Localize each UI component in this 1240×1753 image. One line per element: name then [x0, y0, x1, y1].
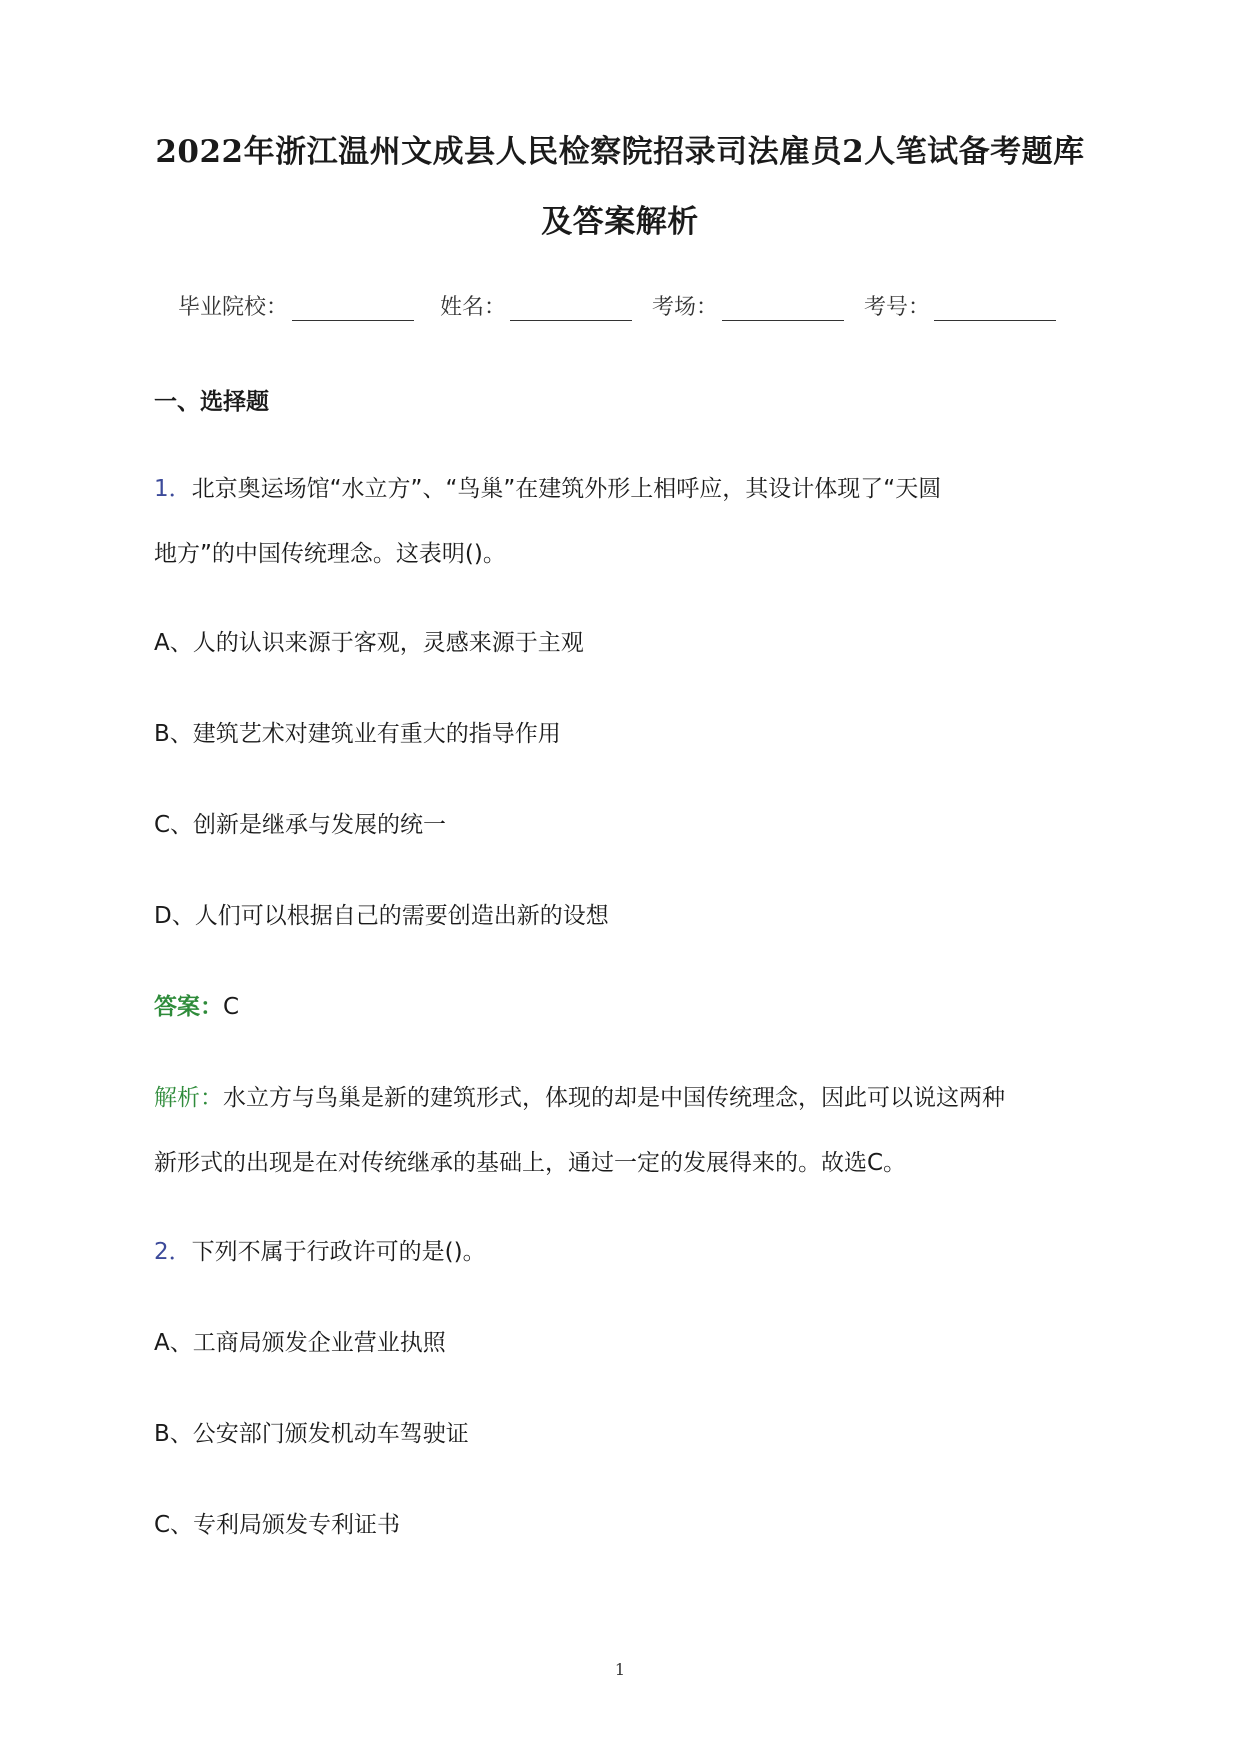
question-1-option-b: B、建筑艺术对建筑业有重大的指导作用 — [154, 721, 561, 747]
exam-room-blank — [722, 298, 844, 321]
school-label: 毕业院校： — [178, 295, 289, 320]
answer-value: C — [223, 994, 240, 1020]
answer-label: 答案： — [154, 994, 223, 1020]
question-1-option-d: D、人们可以根据自己的需要创造出新的设想 — [154, 903, 609, 929]
document-title-line-1: 2022年浙江温州文成县人民检察院招录司法雇员2人笔试备考题库 — [155, 134, 1085, 170]
exam-number-field — [864, 290, 1056, 321]
question-1-stem-line-2: 地方”的中国传统理念。这表明()。 — [154, 541, 506, 567]
question-2-stem-line-1: 2．下列不属于行政许可的是()。 — [154, 1239, 486, 1265]
question-1-answer — [154, 991, 239, 1023]
exam-room-field — [652, 290, 844, 321]
question-2-number: 2． — [154, 1239, 192, 1265]
question-1-number: 1． — [154, 476, 192, 502]
name-label: 姓名： — [440, 295, 507, 320]
candidate-info-row — [178, 290, 1078, 324]
section-title: 一、选择题 — [154, 389, 269, 415]
name-field — [440, 290, 632, 321]
page-number: 1 — [614, 1660, 626, 1679]
question-1-explanation-line-1: 解析：水立方与鸟巢是新的建筑形式，体现的却是中国传统理念，因此可以说这两种 — [154, 1085, 1005, 1111]
school-blank — [292, 298, 414, 321]
exam-room-label: 考场： — [652, 295, 719, 320]
question-1-option-a: A、人的认识来源于客观，灵感来源于主观 — [154, 630, 584, 656]
exam-number-blank — [934, 298, 1056, 321]
question-1-explanation-line-2: 新形式的出现是在对传统继承的基础上，通过一定的发展得来的。故选C。 — [154, 1150, 907, 1176]
question-2-option-b: B、公安部门颁发机动车驾驶证 — [154, 1421, 469, 1447]
name-blank — [510, 298, 632, 321]
document-title-line-2: 及答案解析 — [541, 204, 699, 240]
school-field — [178, 290, 414, 321]
question-2-option-a: A、工商局颁发企业营业执照 — [154, 1330, 446, 1356]
explanation-label: 解析： — [154, 1085, 223, 1111]
exam-number-label: 考号： — [864, 295, 931, 320]
question-1-stem-line-1: 1．北京奥运场馆“水立方”、“鸟巢”在建筑外形上相呼应，其设计体现了“天圆 — [154, 476, 942, 502]
question-1-option-c: C、创新是继承与发展的统一 — [154, 812, 447, 838]
question-2-option-c: C、专利局颁发专利证书 — [154, 1512, 401, 1538]
